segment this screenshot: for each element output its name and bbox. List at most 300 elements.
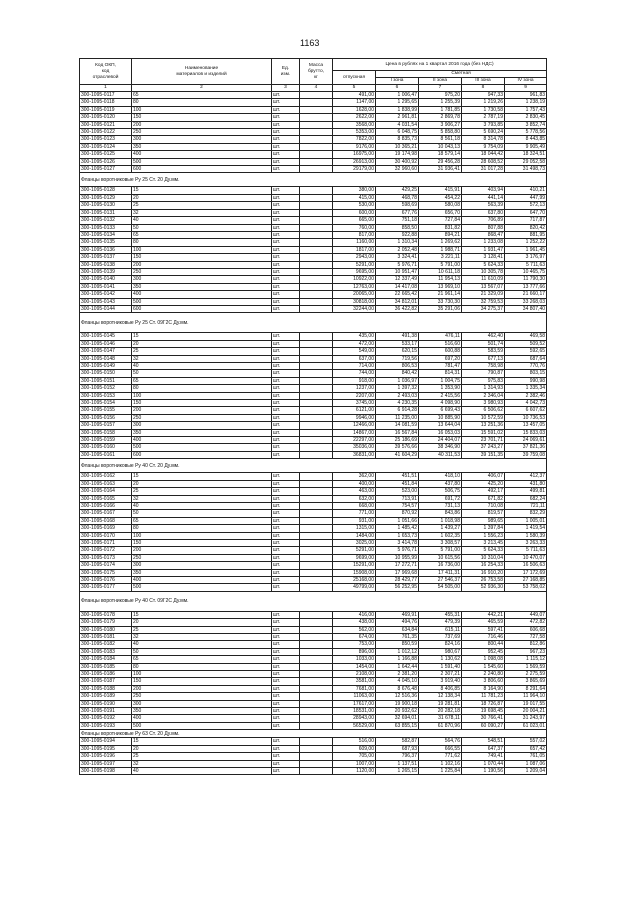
zone-4-price: 11 790,30 [505,276,547,283]
zone-4-price: 449,07 [505,611,547,618]
zone-4-price: 1 209,04 [505,767,547,774]
release-price: 931,00 [333,517,376,524]
item-code: 300-1095-0126 [80,158,132,165]
unit: шт. [272,283,300,290]
item-code: 300-1095-0156 [80,414,132,421]
item-code: 300-1095-0178 [80,611,132,618]
zone-2-price: 31 678,11 [419,715,462,722]
zone-3-price: 800,44 [462,641,505,648]
zone-2-price: 10 043,13 [419,143,462,150]
table-row [80,502,547,509]
release-price: 14867,00 [333,429,376,436]
item-code: 300-1095-0150 [80,370,132,377]
item-name: 250 [132,693,272,700]
item-name: 65 [132,656,272,663]
table-row [80,129,547,136]
section-title: Фланцы воротниковые Ру 25 Ст. 20 Ду.мм. [80,173,547,187]
zone-4-price: 3 865,69 [505,678,547,685]
item-name: 350 [132,429,272,436]
zone-1-price: 1 012,12 [376,648,419,655]
zone-1-price: 1 485,42 [376,525,419,532]
zone-1-price: 491,38 [376,333,419,340]
table-row [80,246,547,253]
zone-2-price: 666,55 [419,745,462,752]
unit: шт. [272,348,300,355]
unit: шт. [272,254,300,261]
unit: шт. [272,129,300,136]
item-code: 300-1095-0128 [80,187,132,194]
zone-3-price: 19 698,45 [462,708,505,715]
release-price: 1315,00 [333,525,376,532]
release-price: 632,00 [333,495,376,502]
item-name: 20 [132,619,272,626]
item-code: 300-1095-0139 [80,268,132,275]
zone-4-price: 3 263,33 [505,539,547,546]
zone-3-price: 868,47 [462,231,505,238]
table-row [80,268,547,275]
unit: шт. [272,224,300,231]
item-name: 65 [132,231,272,238]
item-name: 100 [132,532,272,539]
unit: шт. [272,239,300,246]
zone-1-price: 806,53 [376,363,419,370]
item-name: 20 [132,340,272,347]
unit: шт. [272,584,300,591]
zone-2-price: 731,13 [419,502,462,509]
zone-2-price: 697,20 [419,355,462,362]
release-price: 516,00 [333,738,376,745]
zone-3-price: 30 766,41 [462,715,505,722]
zone-3-price: 32 759,53 [462,298,505,305]
zone-3-price: 647,37 [462,745,505,752]
zone-2-price: 1 591,40 [419,663,462,670]
zone-2-price: 691,72 [419,495,462,502]
zone-1-price: 3 324,41 [376,254,419,261]
zone-2-price: 781,47 [419,363,462,370]
zone-2-price: 1 018,98 [419,517,462,524]
zone-1-price: 10 951,47 [376,268,419,275]
item-code: 300-1095-0118 [80,99,132,106]
table-row [80,305,547,312]
item-name: 40 [132,502,272,509]
zone-2-price: 16 736,00 [419,562,462,569]
item-name: 250 [132,554,272,561]
unit: шт. [272,407,300,414]
zone-4-price: 8 443,85 [505,136,547,143]
mass [300,708,333,715]
zone-2-price: 1 255,39 [419,99,462,106]
zone-1-price: 8 835,73 [376,136,419,143]
item-name: 150 [132,114,272,121]
table-row [80,429,547,436]
zone-2-price: 415,91 [419,187,462,194]
release-price: 1120,00 [333,767,376,774]
zone-4-price: 21 660,17 [505,291,547,298]
unit: шт. [272,429,300,436]
section-header-row [80,730,547,738]
item-code: 300-1095-0188 [80,685,132,692]
zone-3-price: 637,80 [462,209,505,216]
zone-4-price: 472,82 [505,619,547,626]
item-name: 15 [132,611,272,618]
item-code: 300-1095-0189 [80,693,132,700]
mass [300,767,333,774]
zone-2-price: 737,69 [419,634,462,641]
zone-4-price: 961,83 [505,92,547,99]
item-code: 300-1095-0160 [80,444,132,451]
item-code: 300-1095-0125 [80,151,132,158]
zone-2-price: 476,11 [419,333,462,340]
item-name: 100 [132,671,272,678]
table-row [80,348,547,355]
zone-4-price: 687,64 [505,355,547,362]
zone-1-price: 761,35 [376,634,419,641]
zone-1-price: 1 166,88 [376,656,419,663]
column-index: 9 [505,85,547,92]
column-index: 6 [376,85,419,92]
item-code: 300-1095-0158 [80,429,132,436]
release-price: 562,00 [333,626,376,633]
item-code: 300-1095-0198 [80,767,132,774]
item-code: 300-1095-0152 [80,385,132,392]
table-row [80,298,547,305]
item-name: 40 [132,767,272,774]
item-name: 80 [132,525,272,532]
release-price: 665,00 [333,217,376,224]
zone-4-price: 410,21 [505,187,547,194]
zone-3-price: 975,83 [462,377,505,384]
zone-4-price: 2 382,46 [505,392,547,399]
item-name: 50 [132,648,272,655]
zone-4-price: 606,68 [505,626,547,633]
zone-2-price: 8 406,85 [419,685,462,692]
mass [300,569,333,576]
zone-4-price: 34 807,40 [505,305,547,312]
zone-1-price: 713,91 [376,495,419,502]
zone-2-price: 1 225,84 [419,767,462,774]
zone-3-price: 1 314,93 [462,385,505,392]
zone-1-price: 2 052,48 [376,246,419,253]
zone-4-price: 647,70 [505,209,547,216]
zone-1-price: 6 048,75 [376,129,419,136]
zone-4-price: 4 042,73 [505,400,547,407]
zone-4-price: 1 419,54 [505,525,547,532]
unit: шт. [272,333,300,340]
header-estimated-price: Сметная [376,71,547,78]
zone-2-price: 894,21 [419,231,462,238]
zone-4-price: 1 335,34 [505,385,547,392]
zone-2-price: 843,86 [419,510,462,517]
unit: шт. [272,158,300,165]
unit: шт. [272,92,300,99]
table-row [80,584,547,591]
mass [300,700,333,707]
mass [300,370,333,377]
item-code: 300-1095-0135 [80,239,132,246]
section-title: Фланцы воротниковые Ру 25 Ст. 09Г2С Ду.мм. [80,313,547,333]
header-zone-2: II зона [419,78,462,85]
item-code: 300-1095-0185 [80,663,132,670]
zone-3-price: 8 314,78 [462,136,505,143]
zone-3-price: 2 240,80 [462,671,505,678]
section-header-row [80,459,547,473]
zone-4-price: 967,23 [505,648,547,655]
item-name: 400 [132,291,272,298]
item-name: 300 [132,562,272,569]
unit: шт. [272,143,300,150]
zone-1-price: 922,88 [376,231,419,238]
zone-1-price: 634,84 [376,626,419,633]
zone-3-price: 10 310,04 [462,554,505,561]
unit: шт. [272,291,300,298]
zone-4-price: 1 961,45 [505,246,547,253]
unit: шт. [272,708,300,715]
zone-1-price: 14 081,59 [376,422,419,429]
item-name: 15 [132,187,272,194]
zone-3-price: 3 128,41 [462,254,505,261]
zone-3-price: 5 624,33 [462,547,505,554]
zone-2-price: 13 644,04 [419,422,462,429]
zone-3-price: 710,08 [462,502,505,509]
item-name: 250 [132,414,272,421]
column-index: 8 [462,85,505,92]
zone-1-price: 451,51 [376,473,419,480]
zone-4-price: 31 498,73 [505,166,547,173]
mass [300,634,333,641]
item-code: 300-1095-0180 [80,626,132,633]
zone-1-price: 11 235,00 [376,414,419,421]
item-code: 300-1095-0153 [80,392,132,399]
item-code: 300-1095-0147 [80,348,132,355]
release-price: 2207,00 [333,392,376,399]
zone-2-price: 29 456,28 [419,158,462,165]
unit: шт. [272,276,300,283]
zone-4-price: 39 759,08 [505,451,547,458]
release-price: 1628,00 [333,106,376,113]
mass [300,209,333,216]
release-price: 918,00 [333,377,376,384]
header-release-price: отпускная [333,71,376,85]
table-row [80,121,547,128]
zone-3-price: 21 329,09 [462,291,505,298]
zone-1-price: 468,78 [376,194,419,201]
item-name: 400 [132,576,272,583]
zone-2-price: 980,67 [419,648,462,655]
table-row [80,151,547,158]
unit: шт. [272,532,300,539]
release-price: 5291,00 [333,261,376,268]
mass [300,611,333,618]
zone-4-price: 17 172,69 [505,569,547,576]
table-row [80,363,547,370]
zone-1-price: 16 567,84 [376,429,419,436]
mass [300,722,333,729]
table-row [80,760,547,767]
item-code: 300-1095-0137 [80,254,132,261]
table-row [80,254,547,261]
zone-4-price: 717,87 [505,217,547,224]
zone-1-price: 12 516,36 [376,693,419,700]
release-price: 2108,00 [333,671,376,678]
zone-3-price: 5 624,33 [462,261,505,268]
item-name: 100 [132,246,272,253]
mass [300,407,333,414]
table-row [80,437,547,444]
mass [300,298,333,305]
mass [300,377,333,384]
mass [300,239,333,246]
unit: шт. [272,414,300,421]
mass [300,291,333,298]
unit: шт. [272,510,300,517]
release-price: 744,00 [333,370,376,377]
item-name: 15 [132,473,272,480]
unit: шт. [272,363,300,370]
zone-1-price: 3 414,78 [376,539,419,546]
mass [300,641,333,648]
release-price: 15291,00 [333,562,376,569]
item-name: 40 [132,217,272,224]
zone-4-price: 20 004,21 [505,708,547,715]
mass [300,231,333,238]
zone-3-price: 442,21 [462,611,505,618]
zone-3-price: 18 044,42 [462,151,505,158]
zone-2-price: 455,31 [419,611,462,618]
table-row [80,700,547,707]
release-price: 1237,00 [333,385,376,392]
unit: шт. [272,217,300,224]
zone-4-price: 770,76 [505,363,547,370]
zone-2-price: 3 906,27 [419,121,462,128]
zone-2-price: 814,31 [419,370,462,377]
zone-3-price: 1 556,23 [462,532,505,539]
zone-4-price: 499,81 [505,488,547,495]
zone-3-price: 671,82 [462,495,505,502]
zone-1-price: 36 422,82 [376,305,419,312]
zone-1-price: 451,84 [376,480,419,487]
item-name: 100 [132,106,272,113]
release-price: 2943,00 [333,254,376,261]
mass [300,187,333,194]
item-name: 25 [132,626,272,633]
zone-1-price: 1 295,65 [376,99,419,106]
zone-1-price: 870,92 [376,510,419,517]
unit: шт. [272,370,300,377]
table-row [80,370,547,377]
unit: шт. [272,562,300,569]
zone-1-price: 1 036,97 [376,377,419,384]
mass [300,121,333,128]
zone-2-price: 2 415,56 [419,392,462,399]
header-zone-3: III зона [462,78,505,85]
item-code: 300-1095-0184 [80,656,132,663]
zone-2-price: 5 858,80 [419,129,462,136]
mass [300,648,333,655]
zone-1-price: 2 493,03 [376,392,419,399]
zone-1-price: 1 838,99 [376,106,419,113]
release-price: 6121,00 [333,407,376,414]
unit: шт. [272,525,300,532]
zone-3-price: 952,45 [462,648,505,655]
zone-2-price: 656,70 [419,209,462,216]
zone-3-price: 1 098,08 [462,656,505,663]
zone-1-price: 1 265,15 [376,767,419,774]
release-price: 472,00 [333,340,376,347]
zone-1-price: 598,69 [376,202,419,209]
unit: шт. [272,767,300,774]
zone-3-price: 3 213,45 [462,539,505,546]
unit: шт. [272,745,300,752]
release-price: 714,00 [333,363,376,370]
zone-3-price: 492,17 [462,488,505,495]
item-code: 300-1095-0174 [80,562,132,569]
zone-4-price: 16 506,63 [505,562,547,569]
mass [300,671,333,678]
item-code: 300-1095-0186 [80,671,132,678]
item-code: 300-1095-0165 [80,495,132,502]
zone-1-price: 28 429,77 [376,576,419,583]
release-price: 11063,00 [333,693,376,700]
zone-2-price: 771,62 [419,753,462,760]
item-name: 80 [132,385,272,392]
item-name: 300 [132,422,272,429]
unit: шт. [272,136,300,143]
zone-2-price: 1 439,27 [419,525,462,532]
zone-3-price: 716,46 [462,634,505,641]
item-name: 25 [132,488,272,495]
item-code: 300-1095-0154 [80,400,132,407]
release-price: 7681,00 [333,685,376,692]
item-code: 300-1095-0181 [80,634,132,641]
item-code: 300-1095-0172 [80,547,132,554]
zone-1-price: 4 031,54 [376,121,419,128]
release-price: 600,00 [333,209,376,216]
mass [300,305,333,312]
zone-4-price: 10 465,75 [505,268,547,275]
mass [300,92,333,99]
table-row [80,473,547,480]
release-price: 2622,00 [333,114,376,121]
item-name: 32 [132,760,272,767]
zone-1-price: 6 914,28 [376,407,419,414]
table-row [80,715,547,722]
unit: шт. [272,671,300,678]
zone-3-price: 441,14 [462,194,505,201]
release-price: 56529,00 [333,722,376,729]
release-price: 771,00 [333,510,376,517]
release-price: 36831,00 [333,451,376,458]
column-index-row [80,85,547,92]
zone-2-price: 24 404,07 [419,437,462,444]
item-code: 300-1095-0149 [80,363,132,370]
release-price: 1454,00 [333,663,376,670]
mass [300,619,333,626]
zone-4-price: 447,99 [505,194,547,201]
table-row [80,569,547,576]
table-row [80,685,547,692]
mass [300,584,333,591]
mass [300,217,333,224]
item-code: 300-1095-0179 [80,619,132,626]
zone-2-price: 33 730,30 [419,298,462,305]
unit: шт. [272,114,300,121]
zone-3-price: 60 090,27 [462,722,505,729]
table-row [80,562,547,569]
zone-4-price: 33 268,03 [505,298,547,305]
item-name: 400 [132,715,272,722]
zone-2-price: 3 308,57 [419,539,462,546]
unit: шт. [272,268,300,275]
